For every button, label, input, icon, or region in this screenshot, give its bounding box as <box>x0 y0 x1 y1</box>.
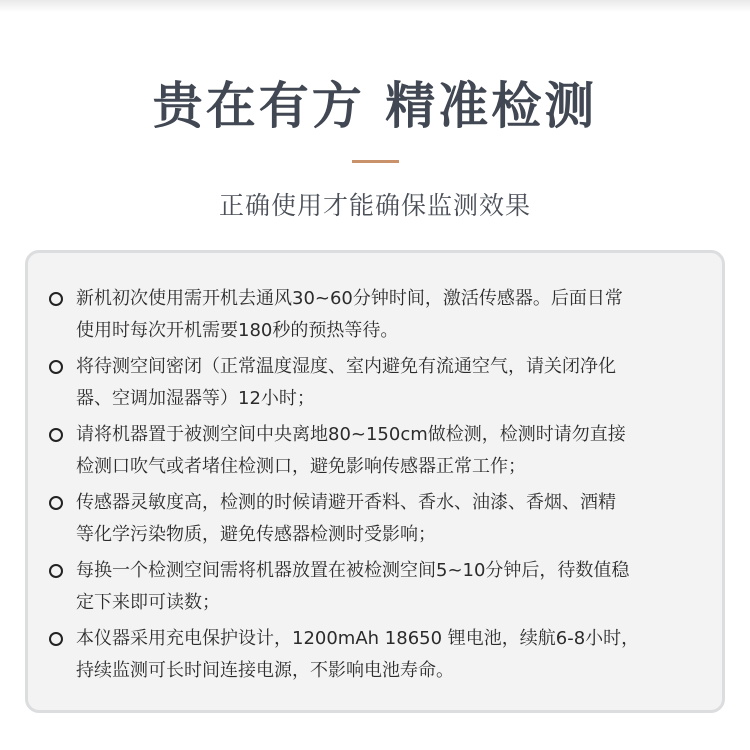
tip-text-line: 传感器灵敏度高，检测的时候请避开香料、香水、油漆、香烟、酒精 <box>76 492 616 513</box>
tip-text-line: 本仪器采用充电保护设计，1200mAh 18650 锂电池，续航6-8小时， <box>76 628 640 649</box>
list-item <box>49 283 709 347</box>
circle-bullet-icon <box>49 496 63 510</box>
tip-text-line: 等化学污染物质，避免传感器检测时受影响； <box>76 524 436 545</box>
circle-bullet-icon <box>49 292 63 306</box>
tip-text-line: 每换一个检测空间需将机器放置在被检测空间5~10分钟后，待数值稳 <box>76 560 630 581</box>
list-item <box>49 351 709 415</box>
tip-text-line: 器、空调加湿器等）12小时； <box>76 388 315 409</box>
tip-text-line: 检测口吹气或者堵住检测口，避免影响传感器正常工作； <box>76 456 526 477</box>
tip-text-line: 使用时每次开机需要180秒的预热等待。 <box>76 320 399 341</box>
tip-text-line: 新机初次使用需开机去通风30~60分钟时间，激活传感器。后面日常 <box>76 288 623 309</box>
list-item <box>49 555 709 619</box>
circle-bullet-icon <box>49 564 63 578</box>
circle-bullet-icon <box>49 632 63 646</box>
title-divider <box>352 160 399 163</box>
top-image-strip <box>0 0 750 12</box>
page-title: 贵在有方 精准检测 <box>152 77 598 135</box>
usage-tips-card <box>25 250 725 713</box>
list-item <box>49 487 709 551</box>
page-subtitle: 正确使用才能确保监测效果 <box>218 191 531 220</box>
usage-tips-list <box>49 283 709 691</box>
list-item <box>49 623 709 687</box>
tip-text-line: 持续监测可长时间连接电源，不影响电池寿命。 <box>76 660 454 681</box>
tip-text-line: 定下来即可读数； <box>76 592 220 613</box>
circle-bullet-icon <box>49 428 63 442</box>
list-item <box>49 419 709 483</box>
circle-bullet-icon <box>49 360 63 374</box>
tip-text-line: 将待测空间密闭（正常温度湿度、室内避免有流通空气，请关闭净化 <box>76 356 616 377</box>
tip-text-line: 请将机器置于被测空间中央离地80~150cm做检测，检测时请勿直接 <box>76 424 626 445</box>
